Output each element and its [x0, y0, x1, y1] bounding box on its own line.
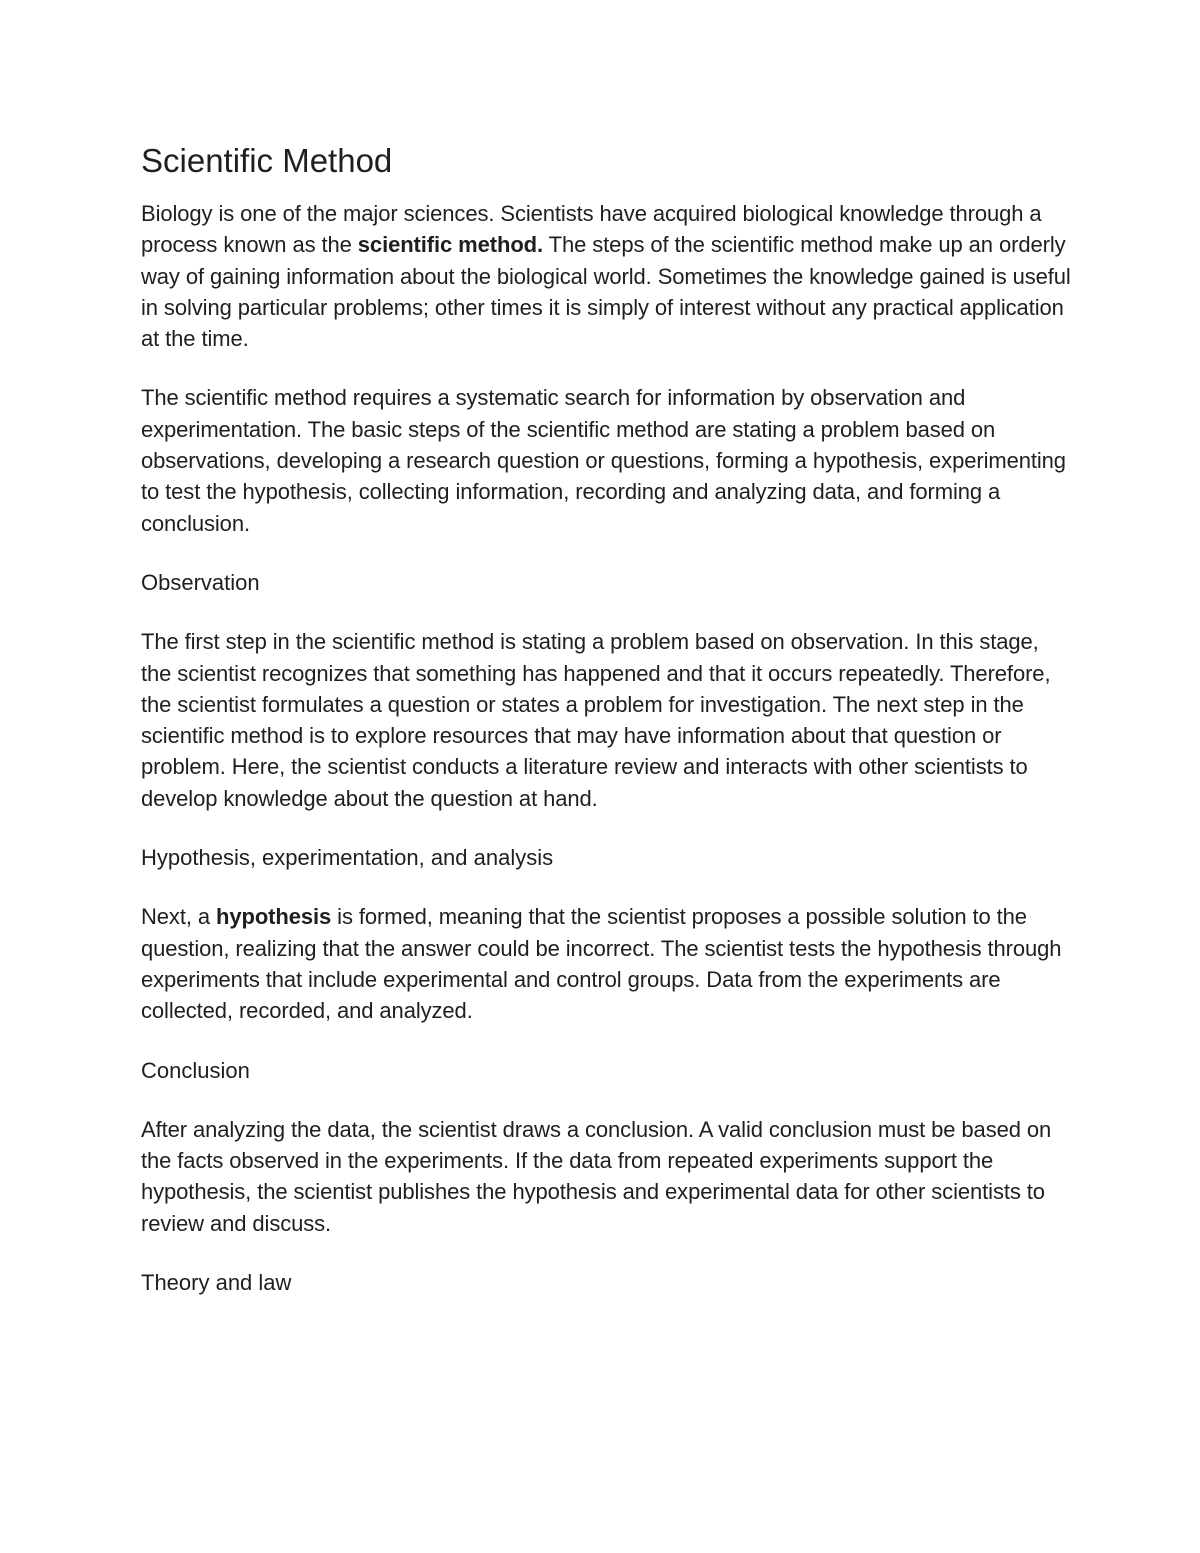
hypothesis-text-start: Next, a: [141, 904, 217, 930]
document-page: [141, 138, 1071, 1326]
intro-text-start: Biology is one of the major sciences. Scientists have acquired biological knowledge through a process known as the: [141, 201, 1042, 258]
paragraph-hypothesis: [141, 901, 1071, 1026]
intro-text-end: The steps of the scientific method make up an orderly way of gaining information about the biological world. Sometimes the knowledge gained is useful in solving particular problems; other times it is simply of interest without any practical application at the time.: [141, 232, 1071, 352]
section-heading-observation: Observation: [141, 569, 260, 595]
paragraph-observation: The first step in the scientific method is stating a problem based on observation. In this stage, the scientist recognizes that something has happened and that it occurs repeatedly. Therefore, the scientist formulates a question or states a problem for investigation. The next step in the scientific method is to explore resources that may have information about that question or problem. Here, the scientist conducts a literature review and interacts with other scientists to develop knowledge about the question at hand.: [141, 629, 1051, 811]
section-heading-theory-and-law: Theory and law: [141, 1270, 292, 1296]
document-title: Scientific Method: [141, 142, 393, 179]
section-heading-conclusion: Conclusion: [141, 1057, 250, 1083]
paragraph-conclusion: After analyzing the data, the scientist draws a conclusion. A valid conclusion must be based on the facts observed in the experiments. If the data from repeated experiments support the hypothesis, the scientist publishes the hypothesis and experimental data for other scientists to review and discuss.: [141, 1116, 1052, 1236]
section-heading-hypothesis: Hypothesis, experimentation, and analysis: [141, 845, 554, 871]
term-scientific-method: scientific method.: [357, 232, 544, 258]
paragraph-steps: The scientific method requires a systematic search for information by observation and experimentation. The basic steps of the scientific method are stating a problem based on observations, developing a research question or questions, forming a hypothesis, experimenting to test the hypothesis, collecting information, recording and analyzing data, and forming a conclusion.: [141, 385, 1066, 536]
hypothesis-text-end: is formed, meaning that the scientist proposes a possible solution to the question, realizing that the answer could be incorrect. The scientist tests the hypothesis through experiments that include experimental and control groups. Data from the experiments are collected, recorded, and analyzed.: [141, 904, 1062, 1024]
paragraph-intro: [141, 198, 1071, 354]
term-hypothesis: hypothesis: [216, 904, 332, 930]
